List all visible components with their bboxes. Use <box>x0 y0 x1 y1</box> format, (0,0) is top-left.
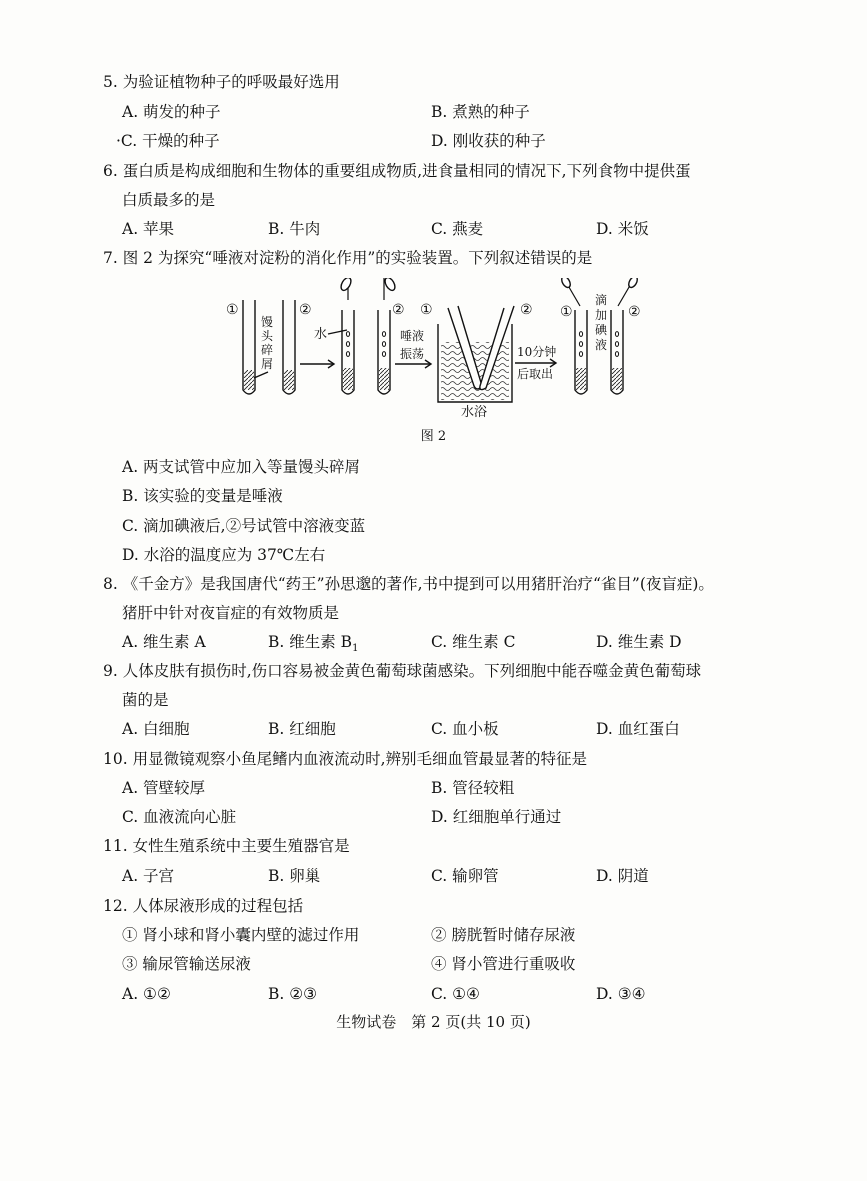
q7-option-c: C. 滴加碘液后,②号试管中溶液变蓝 <box>122 517 366 535</box>
q9-option-b: B. 红细胞 <box>268 720 336 738</box>
stage4-tube1-label: ① <box>560 304 573 320</box>
time-label-2: 后取出 <box>517 367 554 381</box>
q10-option-c: C. 血液流向心脏 <box>122 808 237 826</box>
q10-stem: 10. 用显微镜观察小鱼尾鳍内血液流动时,辨别毛细血管最显著的特征是 <box>103 750 588 768</box>
q9-option-c: C. 血小板 <box>431 720 499 738</box>
stage3-tube1-label: ① <box>420 302 433 318</box>
q8-option-b-text: B. 维生素 B <box>268 633 353 651</box>
q5-option-b: B. 煮熟的种子 <box>431 103 530 121</box>
q10-option-b: B. 管径较粗 <box>431 779 515 797</box>
stage1-tube2-label: ② <box>299 302 312 318</box>
q6-option-a: A. 苹果 <box>122 220 175 238</box>
mantou-label-1: 馒 <box>261 315 274 329</box>
q12-stem: 12. 人体尿液形成的过程包括 <box>103 897 304 915</box>
q7-option-d: D. 水浴的温度应为 37℃左右 <box>122 546 326 564</box>
q6-option-d: D. 米饭 <box>596 220 649 238</box>
q8-option-c: C. 维生素 C <box>431 633 516 651</box>
q5-option-a: A. 萌发的种子 <box>122 103 221 121</box>
q6-option-b: B. 牛肉 <box>268 220 321 238</box>
q8-option-d: D. 维生素 D <box>596 633 682 651</box>
q8-stem-line2: 猪肝中针对夜盲症的有效物质是 <box>122 604 340 622</box>
stage1-tube1-label: ① <box>226 302 239 318</box>
q11-stem: 11. 女性生殖系统中主要生殖器官是 <box>103 837 350 855</box>
q12-statement-2: ② 膀胱暂时储存尿液 <box>431 926 576 944</box>
mantou-label-2: 头 <box>261 329 274 343</box>
q12-statement-3: ③ 输尿管输送尿液 <box>122 955 251 973</box>
q10-option-d: D. 红细胞单行通过 <box>431 808 562 826</box>
stage3-tube2-label: ② <box>520 302 533 318</box>
mantou-label-3: 碎 <box>261 343 274 357</box>
page-footer: 生物试卷 第 2 页(共 10 页) <box>336 1013 531 1031</box>
q5-option-d: D. 刚收获的种子 <box>431 132 546 150</box>
q9-option-a: A. 白细胞 <box>122 720 190 738</box>
water-bath-label: 水浴 <box>461 405 488 418</box>
figure-2-diagram <box>0 278 867 418</box>
iodine-label-1: 滴 <box>595 293 608 307</box>
iodine-label-3: 碘 <box>595 323 608 337</box>
time-label-1: 10分钟 <box>517 345 557 359</box>
q9-stem-line2: 菌的是 <box>122 691 169 709</box>
q8-option-b-subscript: 1 <box>352 643 359 655</box>
shake-label: 振荡 <box>400 347 425 361</box>
mantou-label-4: 屑 <box>261 357 274 371</box>
q12-option-a: A. ①② <box>122 985 171 1003</box>
q12-option-b: B. ②③ <box>268 985 318 1003</box>
q5-option-c: ·C. 干燥的种子 <box>116 132 220 150</box>
q11-option-c: C. 输卵管 <box>431 867 499 885</box>
q6-stem-line2: 白质最多的是 <box>122 191 216 209</box>
q9-option-d: D. 血红蛋白 <box>596 720 680 738</box>
iodine-label-2: 加 <box>595 308 608 322</box>
q6-stem-line1: 6. 蛋白质是构成细胞和生物体的重要组成物质,进食量相同的情况下,下列食物中提供蛋 <box>103 162 691 180</box>
q8-stem-line1: 8. 《千金方》是我国唐代“药王”孙思邈的著作,书中提到可以用猪肝治疗“雀目”(夜盲症)。 <box>103 575 714 593</box>
q12-statement-4: ④ 肾小管进行重吸收 <box>431 955 576 973</box>
q12-option-d: D. ③④ <box>596 985 646 1003</box>
saliva-label: 唾液 <box>400 329 425 343</box>
q5-stem: 5. 为验证植物种子的呼吸最好选用 <box>103 73 340 91</box>
q8-option-b <box>268 632 358 659</box>
q11-option-d: D. 阴道 <box>596 867 649 885</box>
water-label: 水 <box>314 327 328 342</box>
q7-stem: 7. 图 2 为探究“唾液对淀粉的消化作用”的实验装置。下列叙述错误的是 <box>103 249 593 267</box>
q9-stem-line1: 9. 人体皮肤有损伤时,伤口容易被金黄色葡萄球菌感染。下列细胞中能吞噬金黄色葡萄球 <box>103 662 702 680</box>
iodine-label-4: 液 <box>595 338 608 352</box>
q7-option-b: B. 该实验的变量是唾液 <box>122 487 283 505</box>
q11-option-a: A. 子宫 <box>122 867 175 885</box>
q6-option-c: C. 燕麦 <box>431 220 484 238</box>
q12-option-c: C. ①④ <box>431 985 480 1003</box>
q12-statement-1: ① 肾小球和肾小囊内壁的滤过作用 <box>122 926 360 944</box>
q7-option-a: A. 两支试管中应加入等量馒头碎屑 <box>122 458 361 476</box>
stage2-tube2-label: ② <box>392 302 405 318</box>
q11-option-b: B. 卵巢 <box>268 867 321 885</box>
figure-caption: 图 2 <box>420 429 447 444</box>
q10-option-a: A. 管壁较厚 <box>122 779 206 797</box>
q8-option-a: A. 维生素 A <box>122 633 206 651</box>
stage4-tube2-label: ② <box>628 304 641 320</box>
